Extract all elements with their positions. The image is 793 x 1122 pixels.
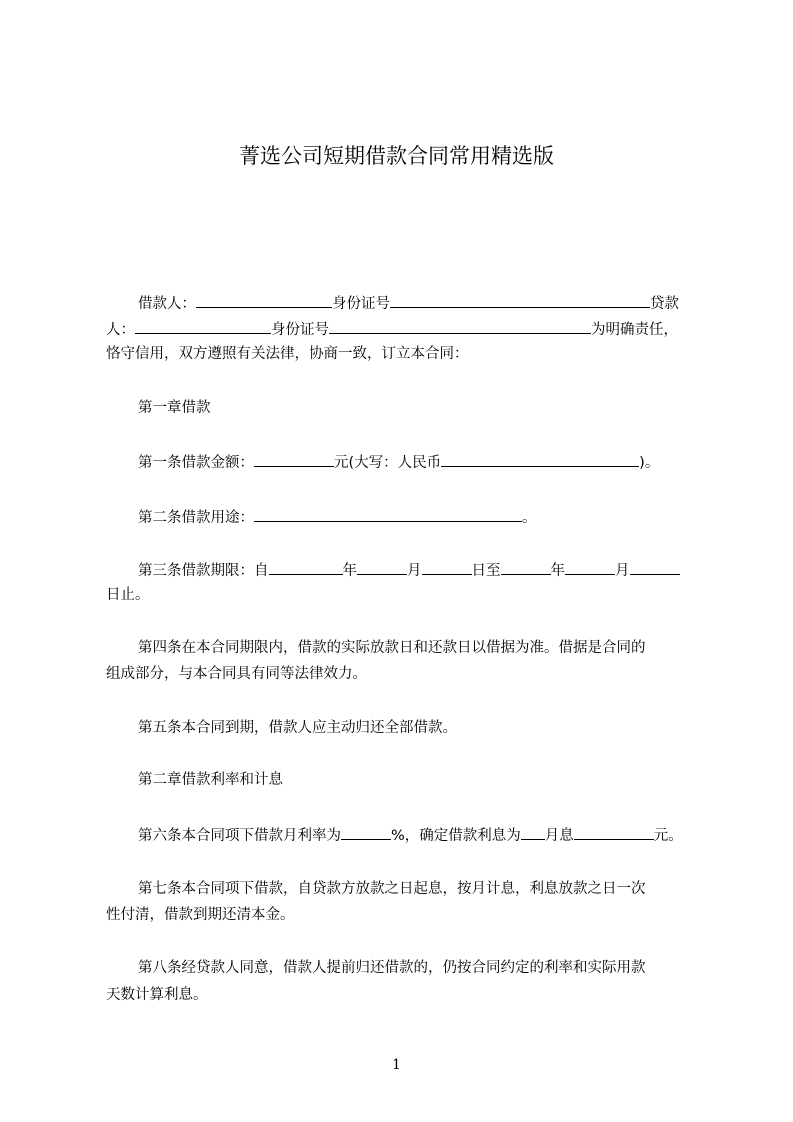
start-year-label: 年 — [342, 563, 357, 579]
intro-purpose-text: 为明确责任， — [591, 322, 678, 338]
borrower-label: 借款人： — [138, 296, 196, 312]
end-month-label: 月 — [615, 563, 630, 579]
article-4-line-1: 第四条在本合同期限内，借款的实际放款日和还款日以借据为准。借据是合同的 — [138, 640, 646, 656]
id-label-lender: 身份证号 — [271, 322, 329, 338]
loan-purpose-field[interactable] — [254, 506, 522, 522]
page-number: 1 — [392, 1057, 401, 1073]
id-label-borrower: 身份证号 — [332, 296, 390, 312]
start-year-field[interactable] — [269, 559, 343, 575]
article-7-line-1: 第七条本合同项下借款，自贷款方放款之日起息，按月计息，利息放款之日一次 — [138, 881, 646, 897]
intro-line-1 — [138, 292, 679, 314]
loan-amount-capital-field[interactable] — [441, 451, 639, 467]
start-month-field[interactable] — [357, 559, 407, 575]
article-6-monthly-label: 月息 — [544, 828, 574, 844]
chapter-2-heading: 第二章借款利率和计息 — [138, 772, 283, 788]
interest-mode-field[interactable] — [521, 824, 545, 840]
lender-label-part1: 贷款 — [650, 296, 679, 312]
end-month-field[interactable] — [565, 559, 615, 575]
monthly-rate-field[interactable] — [341, 824, 391, 840]
document-title: 菁选公司短期借款合同常用精选版 — [239, 144, 554, 168]
chapter-1-heading: 第一章借款 — [138, 400, 211, 416]
lender-label-part2: 人： — [106, 322, 135, 338]
borrower-id-field[interactable] — [390, 292, 650, 308]
intro-line-2 — [106, 318, 678, 340]
article-3-line-1 — [138, 559, 680, 581]
start-day-field[interactable] — [422, 559, 472, 575]
lender-name-field[interactable] — [135, 318, 271, 334]
article-4-line-2: 组成部分，与本合同具有同等法律效力。 — [106, 666, 367, 682]
article-1-capital-label: 元(大写：人民币 — [334, 455, 442, 471]
article-1 — [138, 451, 659, 473]
monthly-interest-field[interactable] — [574, 824, 654, 840]
start-month-label: 月 — [407, 563, 422, 579]
article-6-interest-label: %，确定借款利息为 — [391, 828, 521, 844]
loan-amount-field[interactable] — [254, 451, 334, 467]
article-6-end: 元。 — [653, 828, 683, 844]
intro-line-3: 恪守信用，双方遵照有关法律，协商一致，订立本合同： — [106, 346, 469, 362]
article-3-line-2: 日止。 — [106, 587, 150, 603]
start-day-label: 日至 — [471, 563, 501, 579]
article-2-end: 。 — [522, 510, 537, 526]
article-6-label: 第六条本合同项下借款月利率为 — [138, 828, 341, 844]
end-year-label: 年 — [550, 563, 565, 579]
article-2 — [138, 506, 537, 528]
borrower-name-field[interactable] — [196, 292, 332, 308]
article-2-label: 第二条借款用途： — [138, 510, 254, 526]
article-7-line-2: 性付清，借款到期还清本金。 — [106, 907, 295, 923]
end-year-field[interactable] — [501, 559, 551, 575]
article-1-label: 第一条借款金额： — [138, 455, 254, 471]
article-5: 第五条本合同到期，借款人应主动归还全部借款。 — [138, 720, 457, 736]
end-day-field[interactable] — [630, 559, 680, 575]
article-6 — [138, 824, 683, 846]
article-8-line-2: 天数计算利息。 — [106, 987, 208, 1003]
article-1-end: )。 — [639, 455, 660, 471]
article-8-line-1: 第八条经贷款人同意，借款人提前归还借款的，仍按合同约定的利率和实际用款 — [138, 960, 646, 976]
article-3-label: 第三条借款期限：自 — [138, 563, 269, 579]
lender-id-field[interactable] — [329, 318, 591, 334]
